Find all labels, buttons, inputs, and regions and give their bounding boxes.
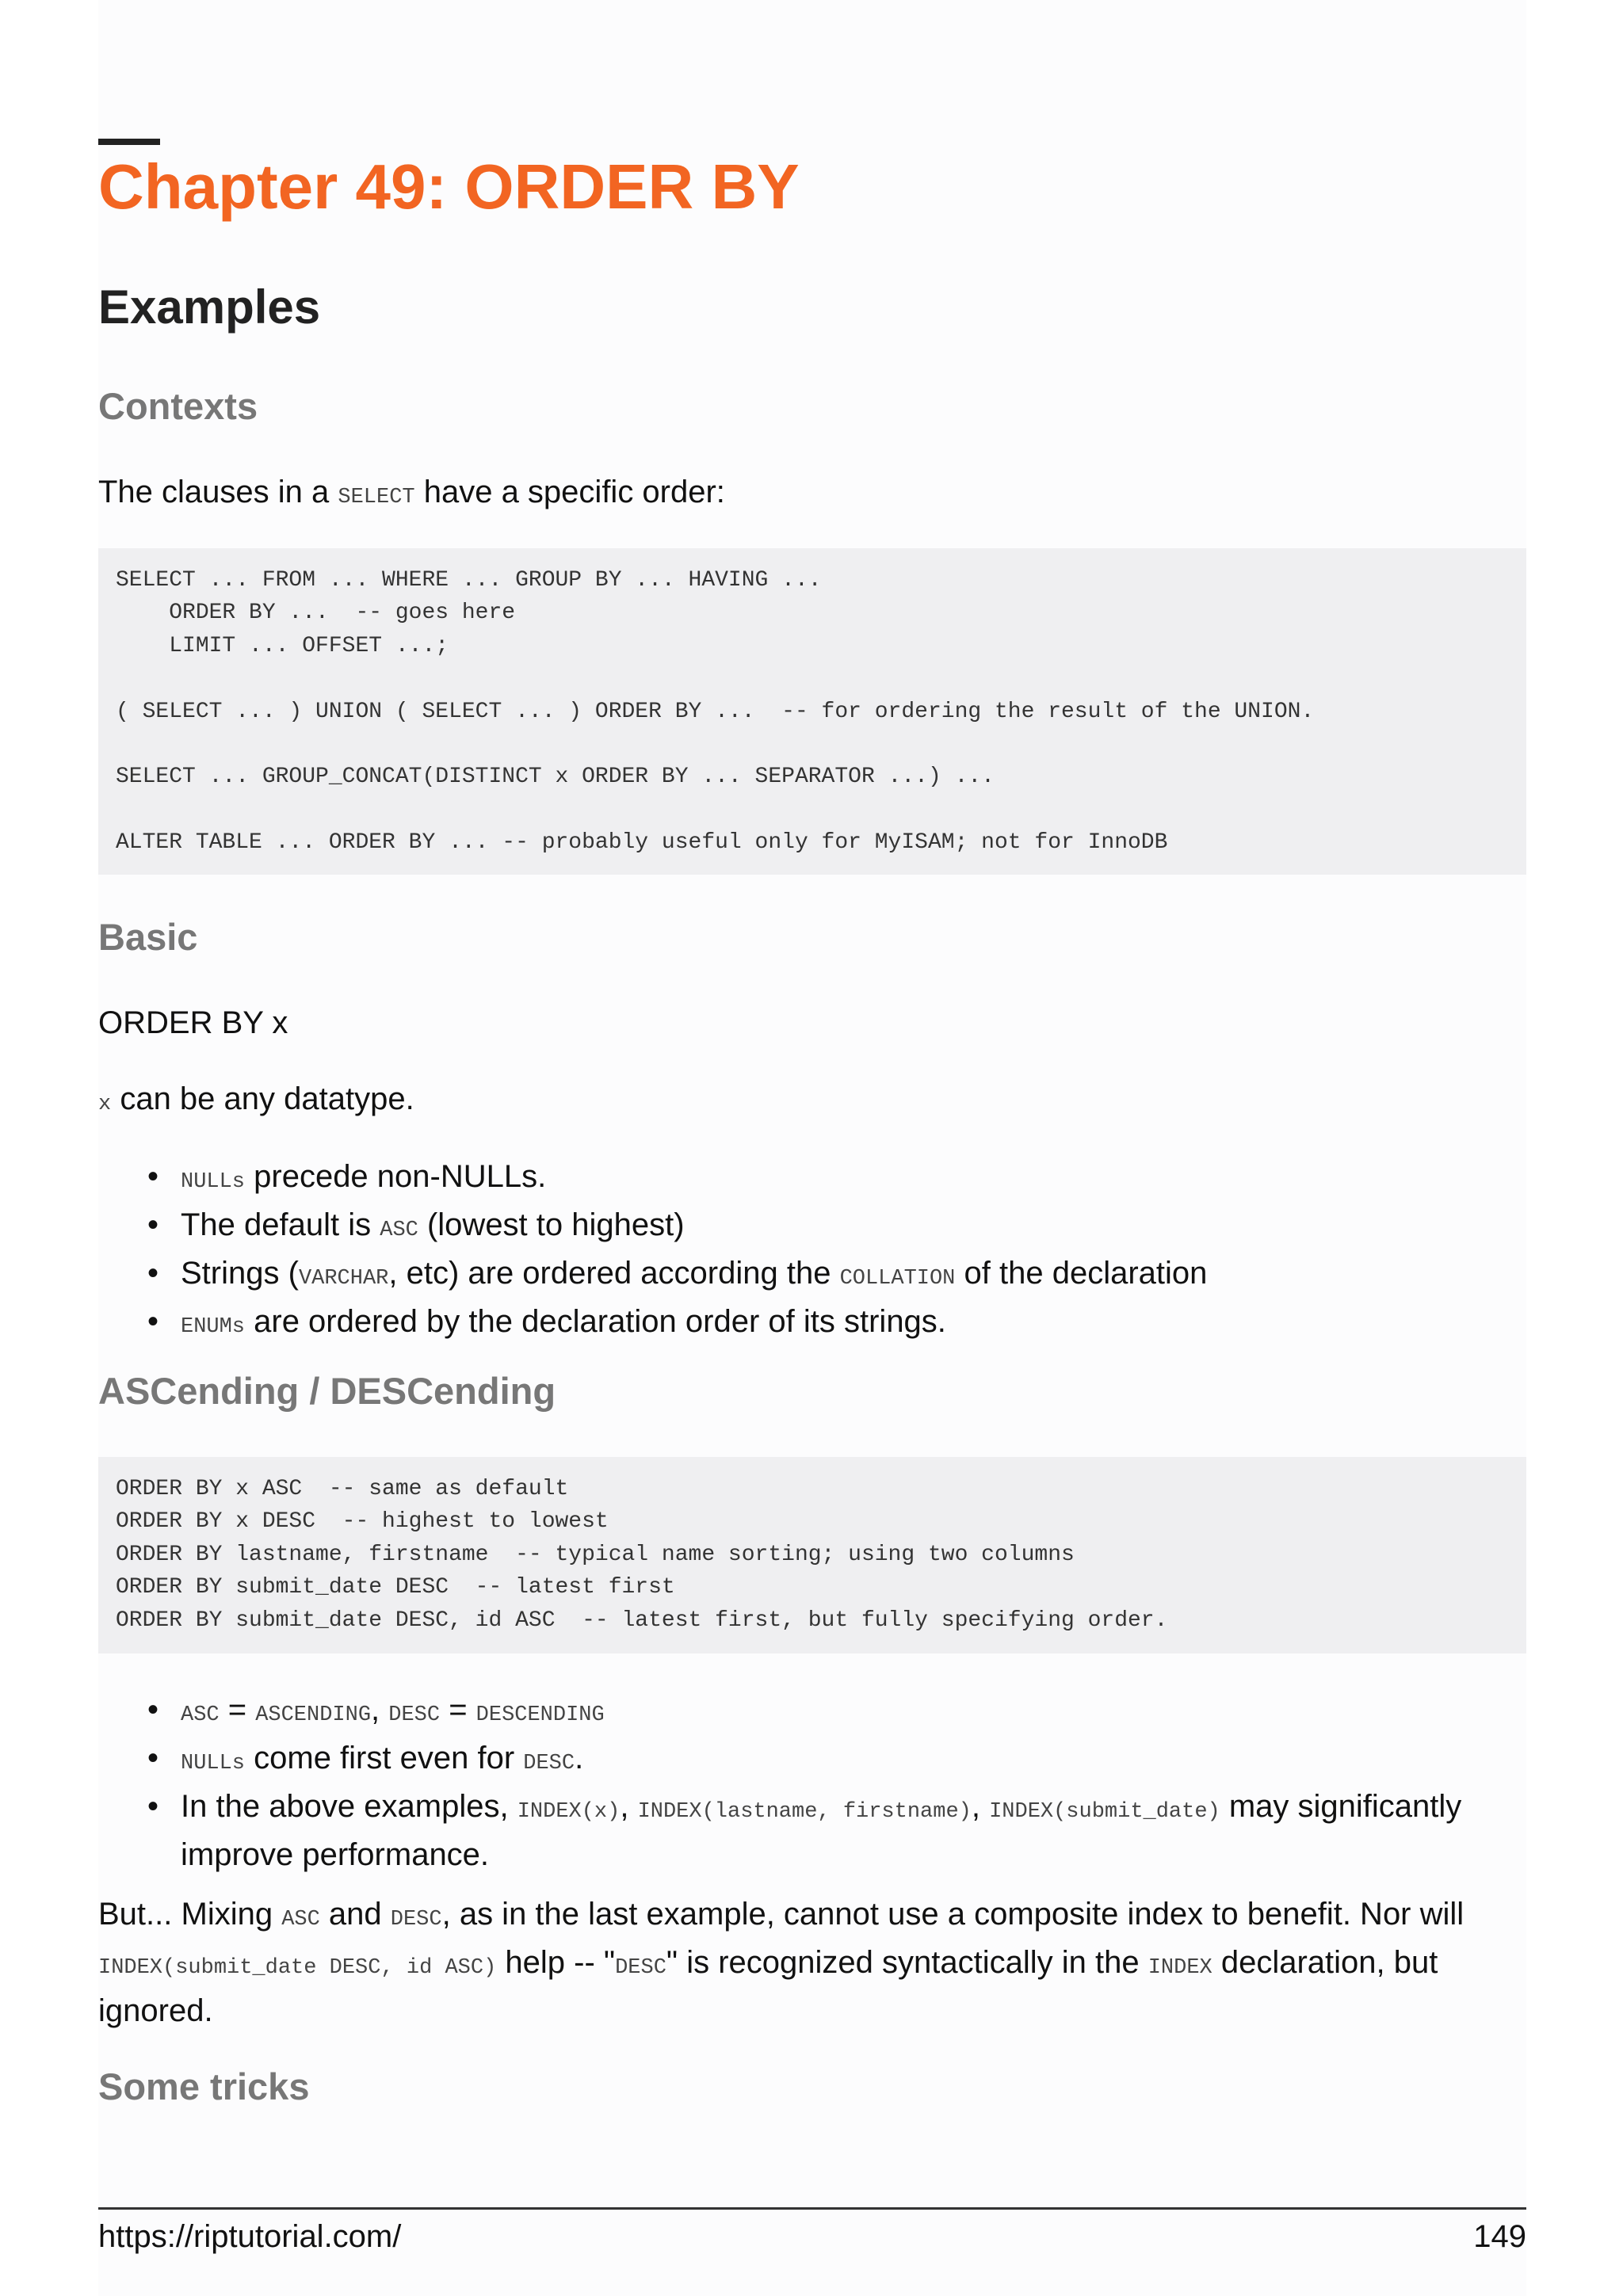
paragraph-text: , as in the last example, cannot use a composite index to benefit. Nor will [441, 1897, 1465, 1932]
inline-code: INDEX [1148, 1956, 1212, 1980]
basic-order-by-line: ORDER BY x [98, 1005, 288, 1040]
list-item [98, 1737, 1526, 1785]
list-item [98, 1252, 1526, 1300]
footer-page-number: 149 [1473, 2219, 1526, 2254]
document-page [98, 0, 1526, 2296]
bullet-dot: • [147, 1741, 159, 1775]
inline-code: NULLs [181, 1752, 246, 1775]
inline-code: INDEX(lastname, firstname) [637, 1800, 972, 1824]
bullet-dot: • [147, 1207, 159, 1242]
code-line: ORDER BY lastname, firstname -- typical name sorting; using two columns [116, 1542, 1075, 1567]
list-item-text: Strings ( [181, 1256, 299, 1291]
code-line: ALTER TABLE ... ORDER BY ... -- probably useful only for MyISAM; not for InnoDB [116, 830, 1168, 856]
code-line: ORDER BY submit_date DESC, id ASC -- latest first, but fully specifying order. [116, 1608, 1168, 1633]
list-item [98, 1155, 1526, 1203]
title-accent-bar [98, 139, 160, 145]
inline-code: ASC [181, 1703, 220, 1727]
contexts-intro-text-2: have a specific order: [414, 475, 725, 509]
paragraph-text: declaration, but ignored. [98, 1945, 1438, 2028]
footer-url[interactable]: https://riptutorial.com/ [98, 2219, 402, 2254]
list-item-text: The default is [181, 1207, 380, 1242]
basic-bullet-list [98, 1155, 1526, 1348]
list-item-text: = [219, 1692, 256, 1727]
inline-code: ENUMs [181, 1315, 246, 1339]
inline-code: DESC [390, 1908, 442, 1932]
code-line: ( SELECT ... ) UNION ( SELECT ... ) ORDER BY ... -- for ordering the result of the UNION. [116, 699, 1315, 724]
list-item-text: of the declaration [955, 1256, 1208, 1291]
list-item-text: are ordered by the declaration order of its strings. [245, 1304, 946, 1339]
code-line: SELECT ... GROUP_CONCAT(DISTINCT x ORDER BY ... SEPARATOR ...) ... [116, 765, 995, 790]
code-line [116, 728, 1509, 761]
examples-heading: Examples [98, 280, 321, 334]
inline-code: INDEX(submit_date DESC, id ASC) [98, 1956, 497, 1980]
contexts-intro-text-1: The clauses in a [98, 475, 338, 509]
list-item-text: precede non-NULLs. [245, 1159, 547, 1194]
inline-code: VARCHAR [298, 1267, 389, 1291]
paragraph-text: But... Mixing [98, 1897, 282, 1932]
list-item-text: , [620, 1789, 638, 1824]
inline-code: DESC [388, 1703, 441, 1727]
paragraph-text: " is recognized syntactically in the [666, 1945, 1148, 1980]
inline-code: COLLATION [839, 1267, 956, 1291]
contexts-code-block [98, 548, 1526, 875]
list-item-text: = [440, 1692, 476, 1727]
code-line: ORDER BY ... -- goes here [116, 601, 516, 626]
list-item-text: , etc) are ordered according the [388, 1256, 840, 1291]
inline-code: ASC [281, 1908, 320, 1932]
paragraph-text: help -- " [496, 1945, 616, 1980]
bullet-dot: • [147, 1304, 159, 1339]
list-item [98, 1300, 1526, 1348]
bullet-dot: • [147, 1692, 159, 1727]
list-item-text: come first even for [245, 1741, 524, 1775]
contexts-intro [98, 471, 1526, 519]
list-item-text: . [575, 1741, 584, 1775]
footer-divider [98, 2207, 1526, 2210]
code-line: ORDER BY x DESC -- highest to lowest [116, 1509, 609, 1535]
basic-datatype-line [98, 1077, 1526, 1126]
basic-x-code: x [98, 1093, 112, 1116]
list-item-text: , [971, 1789, 990, 1824]
inline-code: ASC [380, 1219, 418, 1242]
code-line: SELECT ... FROM ... WHERE ... GROUP BY ... HAVING ... [116, 568, 822, 593]
list-item-text: (lowest to highest) [418, 1207, 685, 1242]
list-item [98, 1203, 1526, 1252]
code-line [116, 662, 1509, 695]
code-line: ORDER BY submit_date DESC -- latest first [116, 1575, 675, 1600]
inline-code: DESC [523, 1752, 575, 1775]
inline-code: INDEX(submit_date) [989, 1800, 1220, 1824]
bullet-dot: • [147, 1256, 159, 1291]
bullet-dot: • [147, 1789, 159, 1824]
chapter-title: Chapter 49: ORDER BY [98, 151, 800, 222]
code-line [116, 794, 1509, 826]
list-item-text: may significantly improve performance. [181, 1789, 1462, 1872]
list-item [98, 1688, 1526, 1737]
inline-code: ASCENDING [255, 1703, 372, 1727]
code-line: ORDER BY x ASC -- same as default [116, 1477, 569, 1501]
asc-desc-code-block [98, 1457, 1526, 1653]
list-item [98, 1785, 1526, 1876]
list-item-text: , [371, 1692, 389, 1727]
inline-code: INDEX(x) [517, 1800, 621, 1824]
contexts-heading: Contexts [98, 385, 258, 427]
some-tricks-heading: Some tricks [98, 2065, 310, 2107]
basic-heading: Basic [98, 916, 198, 958]
inline-code: DESC [615, 1956, 666, 1980]
code-line: LIMIT ... OFFSET ...; [116, 633, 449, 658]
inline-code: DESCENDING [475, 1703, 605, 1727]
list-item-text: In the above examples, [181, 1789, 517, 1824]
basic-datatype-text: can be any datatype. [111, 1081, 414, 1116]
asc-desc-bullet-list [98, 1688, 1526, 1876]
asc-desc-mixing-paragraph [98, 1893, 1526, 2032]
asc-desc-heading: ASCending / DESCending [98, 1370, 556, 1412]
contexts-intro-code: SELECT [338, 486, 415, 509]
paragraph-text: and [319, 1897, 391, 1932]
inline-code: NULLs [181, 1170, 246, 1194]
bullet-dot: • [147, 1159, 159, 1194]
